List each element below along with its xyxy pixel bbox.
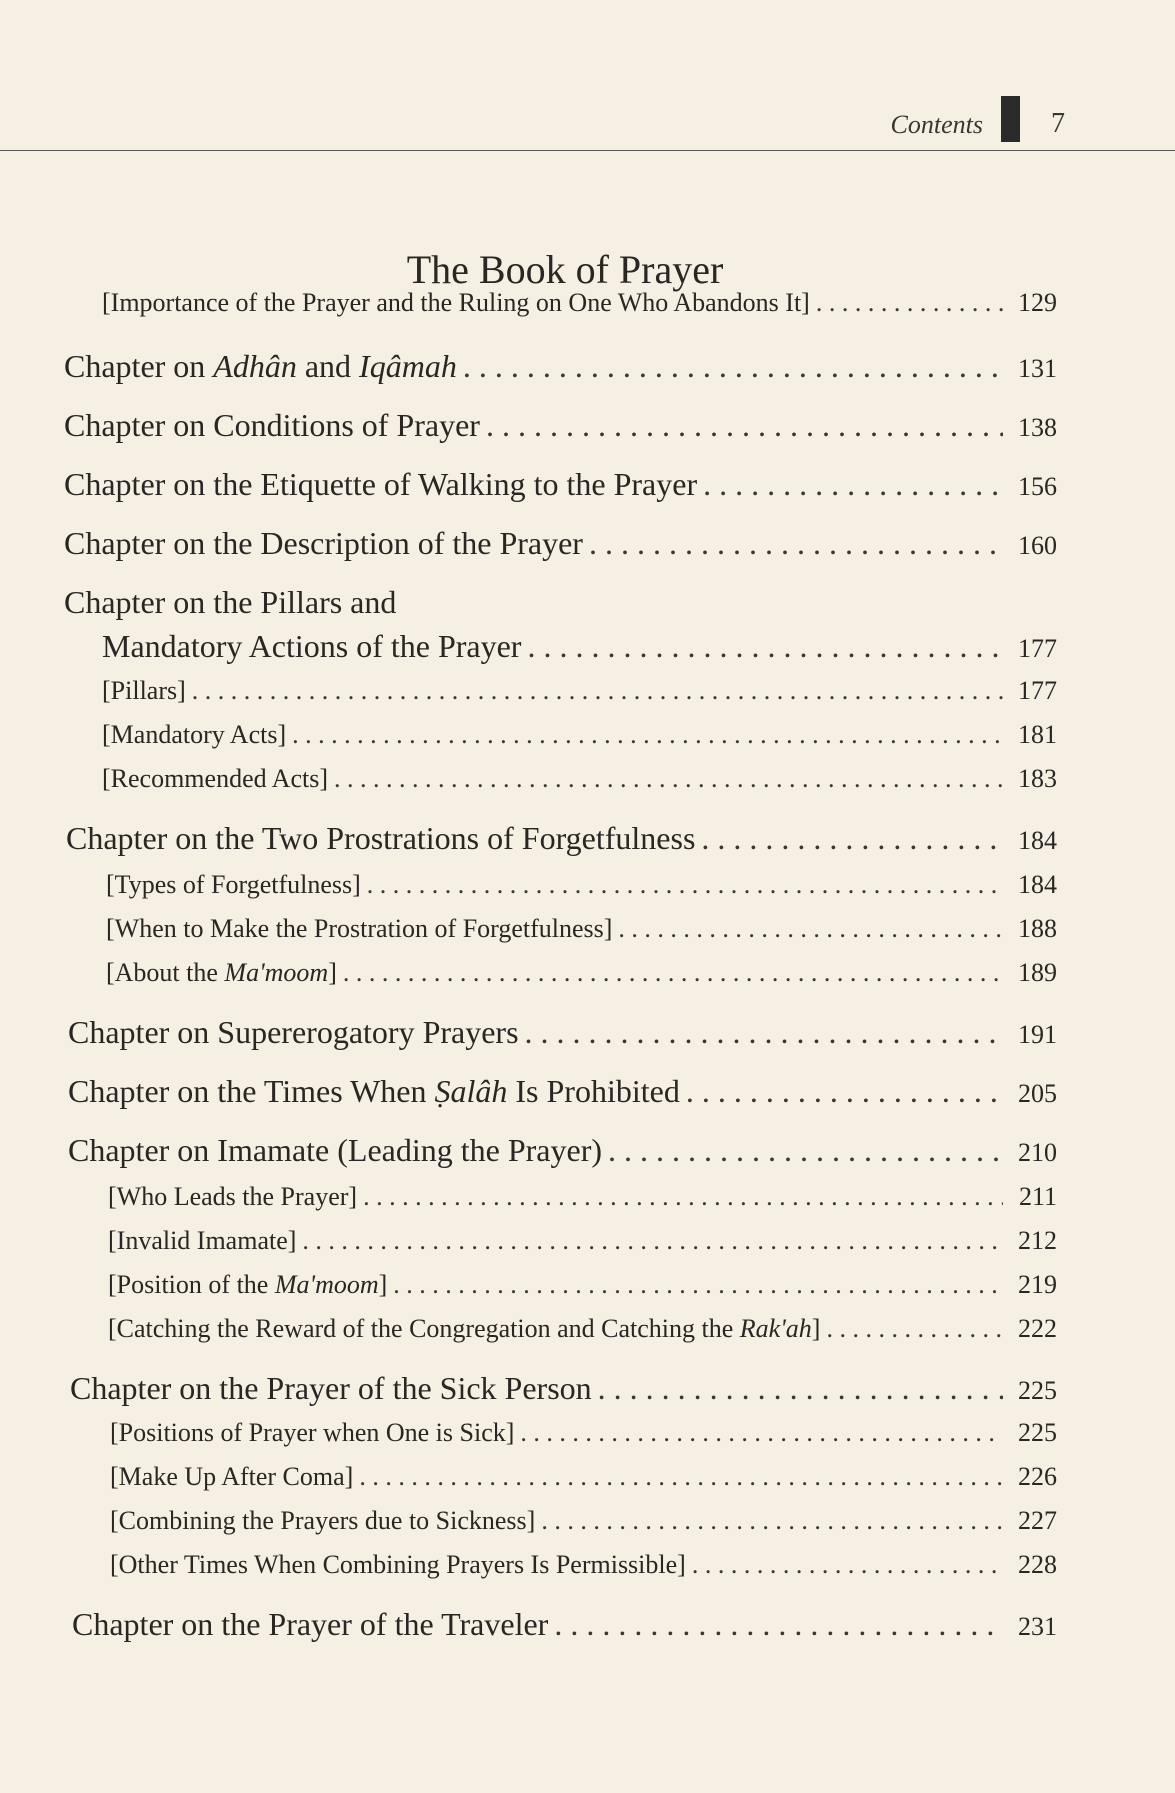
toc-subentry[interactable] bbox=[102, 764, 1057, 794]
running-head-title: Contents bbox=[890, 110, 983, 139]
dot-leader bbox=[527, 628, 1003, 665]
toc-entry[interactable] bbox=[102, 628, 1057, 665]
dot-leader bbox=[598, 1370, 1003, 1407]
toc-page-number: 212 bbox=[1018, 1226, 1057, 1255]
toc-entry[interactable] bbox=[72, 1606, 1057, 1643]
toc-subentry[interactable] bbox=[110, 1550, 1057, 1580]
toc-page-number: 210 bbox=[1018, 1138, 1057, 1167]
dot-leader bbox=[520, 1418, 1003, 1448]
toc-entry-title: [When to Make the Prostration of Forgetfulness] bbox=[106, 914, 613, 943]
toc-entry[interactable] bbox=[64, 348, 1057, 385]
toc-page-number: 156 bbox=[1018, 472, 1057, 501]
toc-entry-title: Chapter on Supererogatory Prayers bbox=[68, 1014, 519, 1050]
toc-page-number: 226 bbox=[1018, 1462, 1057, 1491]
toc-page-number: 211 bbox=[1018, 1182, 1057, 1211]
toc-page-number: 222 bbox=[1018, 1314, 1057, 1343]
dot-leader bbox=[692, 1550, 1003, 1580]
dot-leader bbox=[701, 820, 1003, 857]
toc-entry-title: [Pillars] bbox=[102, 676, 186, 705]
toc-subentry[interactable] bbox=[110, 1418, 1057, 1448]
dot-leader bbox=[393, 1270, 1003, 1300]
dot-leader bbox=[608, 1132, 1003, 1169]
toc-entry-title: [Catching the Reward of the Congregation and Catching the Rak'ah] bbox=[108, 1314, 821, 1343]
toc-page-number: 188 bbox=[1018, 914, 1057, 943]
dot-leader bbox=[686, 1073, 1003, 1110]
toc-subentry[interactable] bbox=[108, 1182, 1057, 1212]
toc-entry[interactable] bbox=[68, 1014, 1057, 1051]
header-rule bbox=[0, 150, 1175, 151]
toc-entry-title: [Other Times When Combining Prayers Is Permissible] bbox=[110, 1550, 686, 1579]
toc-entry-title: Chapter on Conditions of Prayer bbox=[64, 407, 480, 443]
toc-page-number: 181 bbox=[1018, 720, 1057, 749]
dot-leader bbox=[486, 407, 1003, 444]
dot-leader bbox=[343, 958, 1003, 988]
toc-page-number: 184 bbox=[1018, 870, 1057, 899]
dot-leader bbox=[541, 1506, 1003, 1536]
toc-subentry[interactable] bbox=[102, 720, 1057, 750]
toc-page-number: 138 bbox=[1018, 413, 1057, 442]
toc-entry-title: [Importance of the Prayer and the Ruling on One Who Abandons It] bbox=[102, 288, 810, 317]
section-title: The Book of Prayer bbox=[406, 247, 724, 292]
toc-entry-title: [Make Up After Coma] bbox=[110, 1462, 354, 1491]
toc-subentry[interactable] bbox=[102, 288, 1057, 318]
dot-leader bbox=[816, 288, 1003, 318]
page-number: 7 bbox=[1051, 108, 1065, 139]
dot-leader bbox=[192, 676, 1003, 706]
dot-leader bbox=[359, 1462, 1003, 1492]
toc-entry[interactable] bbox=[68, 1073, 1057, 1110]
toc-entry-title: Chapter on Adhân and Iqâmah bbox=[64, 348, 457, 384]
toc-subentry[interactable] bbox=[108, 1270, 1057, 1300]
toc-entry-title: Mandatory Actions of the Prayer bbox=[102, 628, 522, 664]
dot-leader bbox=[525, 1014, 1003, 1051]
toc-page-number: 191 bbox=[1018, 1020, 1057, 1049]
toc-entry-title: Chapter on the Etiquette of Walking to the Prayer bbox=[64, 466, 698, 502]
toc-page-number: 231 bbox=[1018, 1612, 1057, 1641]
toc-entry[interactable] bbox=[64, 466, 1057, 503]
toc-entry-title: [Recommended Acts] bbox=[102, 764, 328, 793]
toc-page-number: 177 bbox=[1018, 676, 1057, 705]
dot-leader bbox=[554, 1606, 1003, 1643]
dot-leader bbox=[826, 1314, 1003, 1344]
toc-entry[interactable] bbox=[70, 1370, 1057, 1407]
toc-page-number: 225 bbox=[1018, 1418, 1057, 1447]
running-head-bar bbox=[1001, 96, 1020, 142]
toc-page-number: 183 bbox=[1018, 764, 1057, 793]
dot-leader bbox=[363, 1182, 1003, 1212]
toc-entry[interactable] bbox=[64, 584, 1057, 621]
toc-subentry[interactable] bbox=[110, 1462, 1057, 1492]
dot-leader bbox=[334, 764, 1003, 794]
toc-subentry[interactable] bbox=[108, 1226, 1057, 1256]
toc-entry[interactable] bbox=[64, 407, 1057, 444]
toc-subentry[interactable] bbox=[102, 676, 1057, 706]
toc-entry[interactable] bbox=[66, 820, 1057, 857]
toc-page-number: 131 bbox=[1018, 354, 1057, 383]
dot-leader bbox=[703, 466, 1003, 503]
dot-leader bbox=[292, 720, 1003, 750]
toc-entry-title: Chapter on the Description of the Prayer bbox=[64, 525, 583, 561]
toc-page-number: 227 bbox=[1018, 1506, 1057, 1535]
toc-entry-title: [Invalid Imamate] bbox=[108, 1226, 297, 1255]
toc-entry-title: Chapter on the Times When Ṣalâh Is Prohibited bbox=[68, 1073, 680, 1109]
toc-entry-title: [Positions of Prayer when One is Sick] bbox=[110, 1418, 515, 1447]
toc-subentry[interactable] bbox=[110, 1506, 1057, 1536]
toc-page-number: 189 bbox=[1018, 958, 1057, 987]
toc-page-number: 225 bbox=[1018, 1376, 1057, 1405]
toc-page-number: 160 bbox=[1018, 531, 1057, 560]
toc-entry-title: [Combining the Prayers due to Sickness] bbox=[110, 1506, 536, 1535]
toc-page-number: 177 bbox=[1018, 634, 1057, 663]
toc-entry-title: [Who Leads the Prayer] bbox=[108, 1182, 358, 1211]
toc-entry-title: Chapter on the Prayer of the Traveler bbox=[72, 1606, 549, 1642]
toc-page-number: 205 bbox=[1018, 1079, 1057, 1108]
dot-leader bbox=[463, 348, 1003, 385]
dot-leader bbox=[302, 1226, 1003, 1256]
toc-subentry[interactable] bbox=[108, 1314, 1057, 1344]
dot-leader bbox=[618, 914, 1003, 944]
toc-entry-title: Chapter on Imamate (Leading the Prayer) bbox=[68, 1132, 602, 1168]
toc-subentry[interactable] bbox=[106, 958, 1057, 988]
toc-page-number: 219 bbox=[1018, 1270, 1057, 1299]
dot-leader bbox=[367, 870, 1003, 900]
toc-entry-title: [Position of the Ma'moom] bbox=[108, 1270, 388, 1299]
toc-entry-title: [Types of Forgetfulness] bbox=[106, 870, 361, 899]
toc-entry[interactable] bbox=[68, 1132, 1057, 1169]
toc-entry[interactable] bbox=[64, 525, 1057, 562]
toc-entry-title: Chapter on the Two Prostrations of Forgetfulness bbox=[66, 820, 696, 856]
toc-entry-title: Chapter on the Pillars and bbox=[64, 584, 397, 620]
page-header bbox=[0, 96, 1175, 152]
toc-subentry[interactable] bbox=[106, 914, 1057, 944]
toc-subentry[interactable] bbox=[106, 870, 1057, 900]
dot-leader bbox=[589, 525, 1003, 562]
toc-page-number: 184 bbox=[1018, 826, 1057, 855]
toc-page-number: 228 bbox=[1018, 1550, 1057, 1579]
toc-entry-title: Chapter on the Prayer of the Sick Person bbox=[70, 1370, 592, 1406]
toc-page-number: 129 bbox=[1018, 288, 1057, 317]
toc-entry-title: [Mandatory Acts] bbox=[102, 720, 287, 749]
toc-entry-title: [About the Ma'moom] bbox=[106, 958, 337, 987]
